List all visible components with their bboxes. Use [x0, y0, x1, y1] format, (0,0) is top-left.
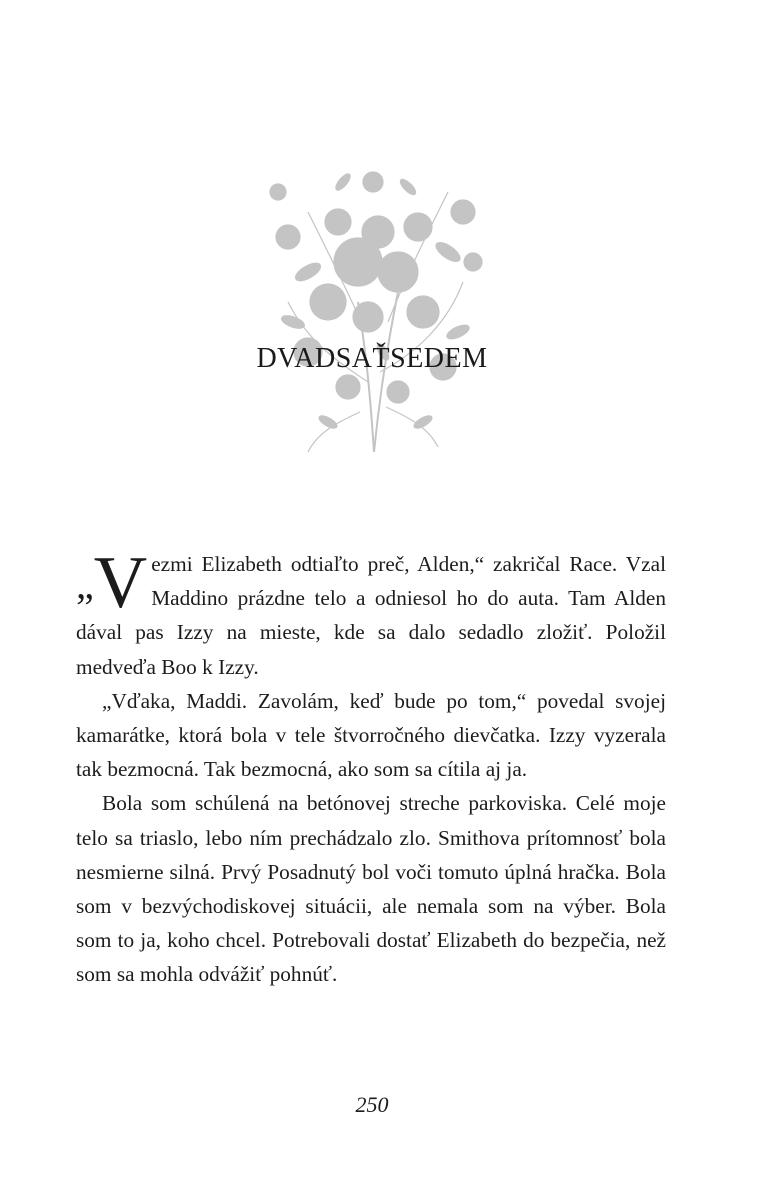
floral-ornament-icon	[248, 152, 500, 462]
opening-quote: „	[76, 562, 94, 607]
paragraph-2: „Vďaka, Maddi. Zavolám, keď bude po tom,“ povedal svojej kamarátke, ktorá bola v tele štvorročného dievčatka. Izzy vyzerala tak bezmocná. Tak bezmocná, ako som sa cítila aj ja.	[76, 688, 666, 782]
paragraph-1	[76, 542, 666, 684]
chapter-title: DVADSAŤSEDEM	[256, 343, 488, 374]
chapter-body	[76, 542, 666, 992]
paragraph-3: Bola som schúlená na betónovej streche parkoviska. Celé moje telo sa triaslo, lebo ním prechádzalo zlo. Smithova prítomnosť bola nesmierne silná. Prvý Posadnutý bol voči tomuto úplná hračka. Bola som v bezvýchodiskovej situácii, ale nemala som na výber. Bola som to ja, koho chcel. Potrebovali dostať Elizabeth do bezpečia, než som sa mohla odvážiť pohnúť.	[76, 791, 666, 987]
paragraph-1-text: ezmi Elizabeth odtiaľto preč, Alden,“ zakričal Race. Vzal Maddino prázdne telo a odniesol ho do auta. Tam Alden dával pas Izzy na mieste, kde sa dalo sedadlo zložiť. Položil medveďa Boo k Izzy.	[76, 552, 666, 679]
drop-cap: V	[93, 542, 148, 624]
page-number: 250	[355, 1092, 389, 1117]
